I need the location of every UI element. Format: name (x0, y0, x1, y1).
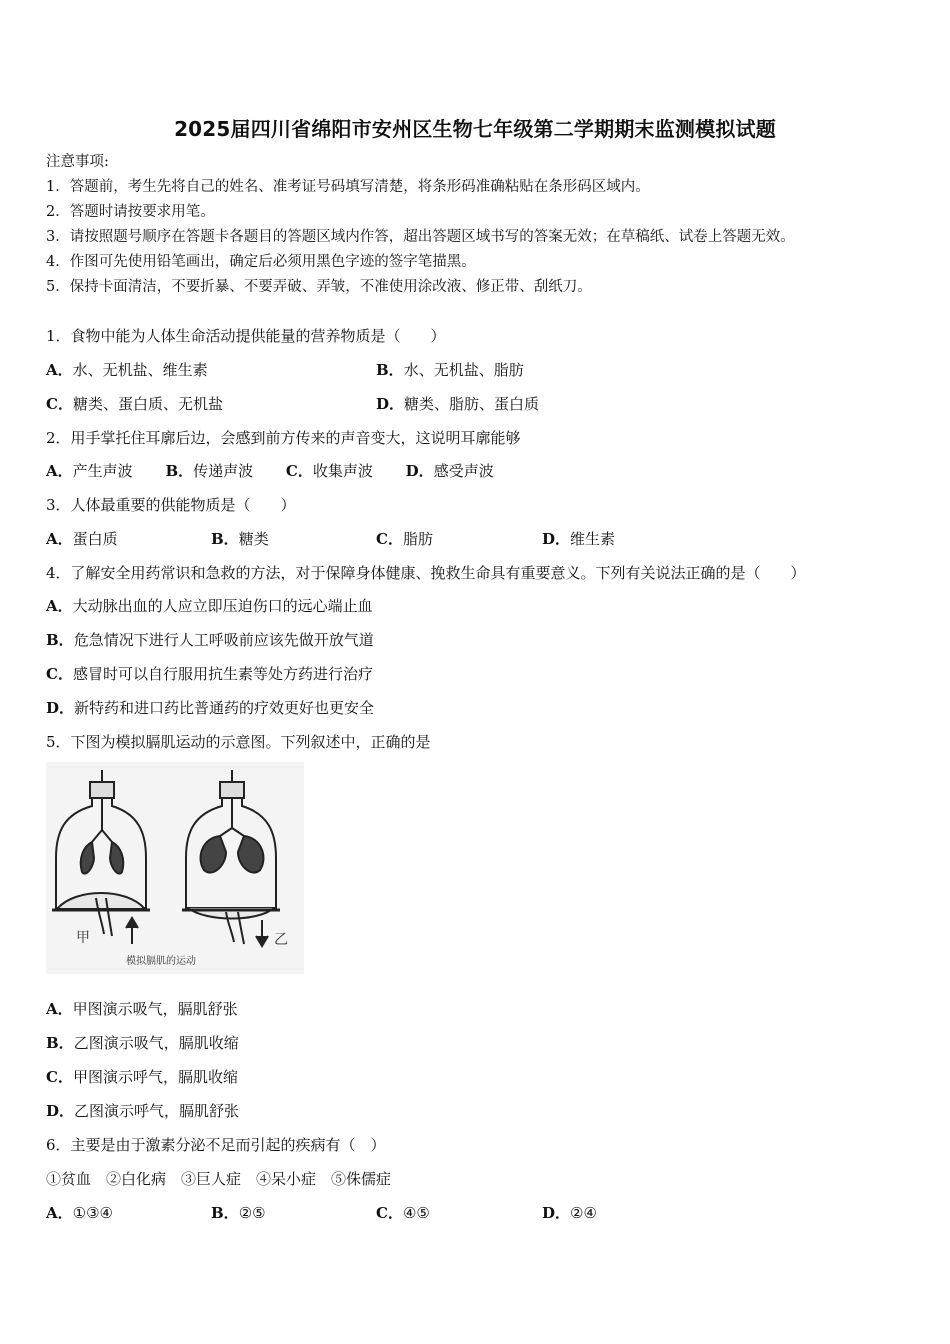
question-6-options (46, 1203, 906, 1223)
question-5-option-c: C．甲图演示呼气，膈肌收缩 (46, 1068, 238, 1086)
question-1-option-a: A．水、无机盐、维生素 (46, 361, 208, 379)
question-1-options-row1 (46, 360, 906, 380)
question-2-option-b: B．传递声波 (165, 462, 254, 480)
question-5-option-b: B．乙图演示吸气，膈肌收缩 (46, 1034, 239, 1052)
notice-item-5: 5．保持卡面清洁，不要折暴、不要弄破、弄皱，不准使用涂改液、修正带、刮纸刀。 (46, 279, 592, 295)
question-2-option-a: A．产生声波 (46, 462, 133, 480)
question-2-option-c: C．收集声波 (285, 462, 373, 480)
question-2-stem: 2．用手掌托住耳廓后边，会感到前方传来的声音变大，这说明耳廓能够 (46, 429, 521, 447)
question-4-stem: 4．了解安全用药常识和急救的方法，对于保障身体健康、挽救生命具有重要意义。下列有关说法正确的是（ ） (46, 564, 806, 582)
question-6-stem: 6．主要是由于激素分泌不足而引起的疾病有（ ） (46, 1136, 386, 1154)
question-4-option-a: A．大动脉出血的人应立即压迫伤口的远心端止血 (46, 597, 373, 615)
notice-item-1: 1．答题前，考生先将自己的姓名、准考证号码填写清楚，将条形码准确粘贴在条形码区域内。 (46, 179, 650, 195)
question-2-options (46, 461, 522, 481)
notice-item-3: 3．请按照题号顺序在答题卡各题目的答题区域内作答，超出答题区域书写的答案无效；在草稿纸、试卷上答题无效。 (46, 229, 795, 245)
question-1-option-b: B．水、无机盐、脂肪 (376, 361, 524, 379)
question-3-option-d: D．维生素 (542, 530, 616, 548)
figure-label-right: 乙 (274, 932, 288, 948)
question-3-option-c: C．脂肪 (376, 530, 433, 548)
question-5-stem: 5．下图为模拟膈肌运动的示意图。下列叙述中，正确的是 (46, 733, 431, 751)
question-3-option-a: A．蛋白质 (46, 530, 118, 548)
question-6-option-c: C．④⑤ (376, 1204, 430, 1222)
notice-item-2: 2．答题时请按要求用笔。 (46, 204, 215, 220)
question-5-option-a: A．甲图演示吸气，膈肌舒张 (46, 1000, 238, 1018)
question-4-option-b: B．危急情况下进行人工呼吸前应该先做开放气道 (46, 631, 374, 649)
question-4-option-d: D．新特药和进口药比普通药的疗效更好也更安全 (46, 699, 375, 717)
question-1-option-c: C．糖类、蛋白质、无机盐 (46, 395, 223, 413)
question-3-options (46, 529, 906, 549)
question-6-option-b: B．②⑤ (211, 1204, 266, 1222)
question-1-stem: 1．食物中能为人体生命活动提供能量的营养物质是（ ） (46, 327, 446, 345)
question-6-option-a: A．①③④ (46, 1204, 113, 1222)
question-6-option-d: D．②④ (542, 1204, 597, 1222)
notice-item-4: 4．作图可先使用铅笔画出，确定后必须用黑色字迹的签字笔描黑。 (46, 254, 476, 270)
figure-caption: 模拟膈肌的运动 (126, 956, 196, 967)
question-6-disease-list: ①贫血 ②白化病 ③巨人症 ④呆小症 ⑤侏儒症 (46, 1170, 392, 1188)
figure-label-left: 甲 (76, 930, 90, 946)
question-3-stem: 3．人体最重要的供能物质是（ ） (46, 496, 296, 514)
notice-heading: 注意事项: (46, 154, 109, 170)
question-1-options-row2 (46, 394, 906, 414)
diaphragm-model-figure (46, 762, 304, 974)
question-2-option-d: D．感受声波 (405, 462, 494, 480)
question-5-option-d: D．乙图演示呼气，膈肌舒张 (46, 1102, 240, 1120)
question-1-option-d: D．糖类、脂肪、蛋白质 (376, 395, 540, 413)
question-3-option-b: B．糖类 (211, 530, 269, 548)
question-4-option-c: C．感冒时可以自行服用抗生素等处方药进行治疗 (46, 665, 373, 683)
page-title: 2025届四川省绵阳市安州区生物七年级第二学期期末监测模拟试题 (174, 117, 776, 141)
